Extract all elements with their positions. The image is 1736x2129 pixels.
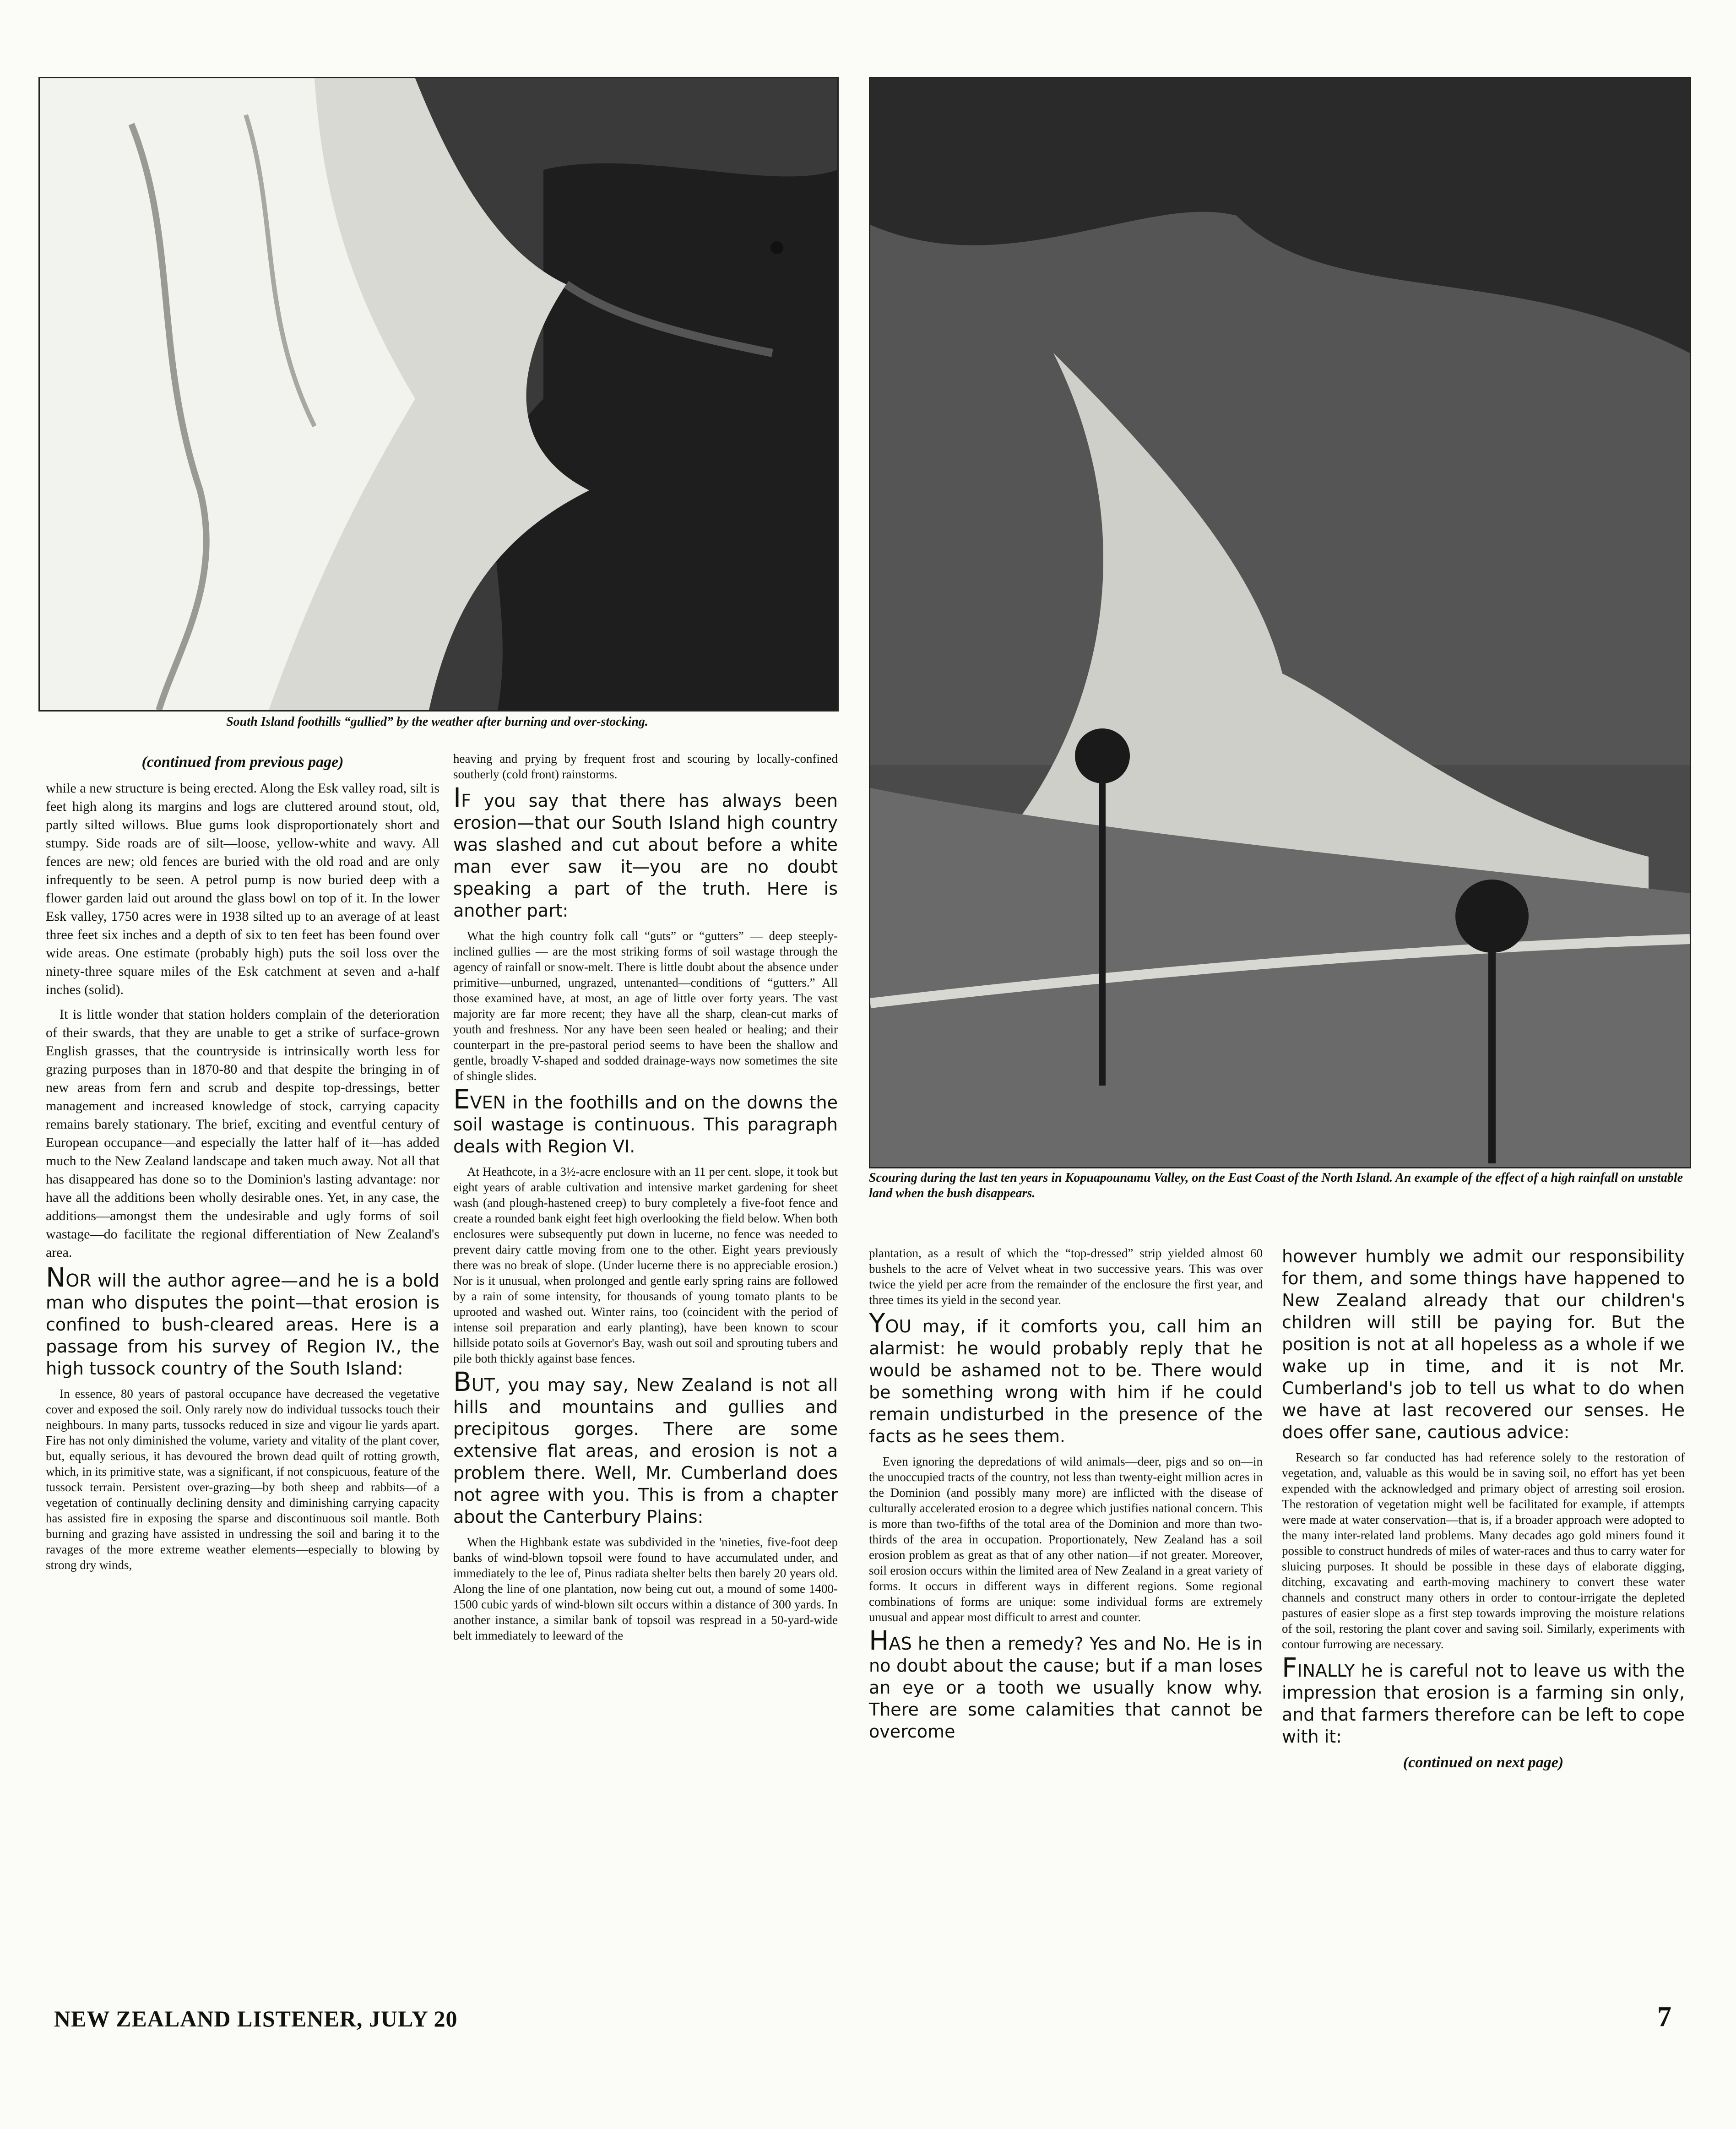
column-3-lead-1-text: OU may, if it comforts you, call him an alarmist: he would probably reply that he would be ashamed not to be. There would be something wrong with him if he could remain undisturbed in the presence of the facts as he sees them. (869, 1316, 1263, 1446)
column-3-quote-2: Even ignoring the depredations of wild animals—deer, pigs and so on—in the unoccupied tracts of the country, not less than twenty-eight million acres in the Dominion (and possibly many more) are inflicted with the disease of culturally accelerated erosion to a degree which justifies national concern. This is more than two-fifths of the total area of the Dominion and more than two-thirds of the area in occupation. Proportionately, New Zealand has a soil erosion problem as great as that of any other nation—if not greater. Moreover, soil erosion occurs within the limited area of New Zealand in a great variety of forms. It occurs in different ways in different regions. Some regional combinations of forms are unique: some individual forms are extremely unusual and appear most difficult to arrest and counter. (869, 1455, 1263, 1624)
column-4-quote-1: Research so far conducted has had reference solely to the restoration of vegetation, and, valuable as this would be in saving soil, no effort has yet been expended with the acknowledged and primary object of arresting soil erosion. The restoration of vegetation might well be facilitated for example, if attempts were made at water conservation—that is, if a broader approach were adopted to the many inter-related land problems. Many decades ago gold miners found it possible to construct hundreds of miles of water-races and thus to carry water for sluicing purposes. It should be possible in these days of elaborate digging, ditching, excavating and earth-moving machinery to convert these water channels and construct many others in order to contour-irrigate the depleted pastures of easier slope as a first step towards improving the moisture relations of the soil, restoring the plant cover and saving soil. Similarly, experiments with contour furrowing are necessary. (1282, 1450, 1685, 1651)
column-1-paragraph-1: while a new structure is being erected. Along the Esk valley road, silt is feet high along its margins and logs are cluttered around stout, old, partly silted willows. Blue gums look disproportionately short and stumpy. Side roads are of silt—loose, yellow-white and wavy. All fences are new; old fences are buried with the old road and are only infrequently to be seen. A petrol pump is now buried deep with a flower garden laid out around the glass bowl on top of it. In the lower Esk valley, 1750 acres were in 1938 silted up to an average of at least three feet six inches and a depth of six to ten feet has been found over wide areas. One estimate (probably high) puts the soil loss over the ninety-three square miles of the Esk catchment at seven and a-half inches (solid). (46, 781, 439, 997)
drop-cap: E (453, 1084, 470, 1115)
article-column-3 (869, 1245, 1263, 1749)
column-3-quote-continuation: plantation, as a result of which the “top-dressed” strip yielded almost 60 bushels to the acre of Velvet wheat in two successive years. This was over twice the yield per acre from the remainder of the enclosure the first year, and three times its yield in the second year. (869, 1246, 1263, 1307)
column-1-lead-text: OR will the author agree—and he is a bold man who disputes the point—that erosion is confined to bush-cleared areas. Here is a passage from his survey of Region IV., the high tussock country of the South Island: (46, 1271, 439, 1379)
column-2-quote-2: At Heathcote, in a 3½-acre enclosure with an 11 per cent. slope, it took but eight years of arable cultivation and intensive market gardening for sheet wash (and plough-hastened creep) to bury completely a five-foot fence and create a rounded bank eight feet high overlooking the field below. When both enclosures were subsequently put down in lucerne, no fence was needed to prevent dairy cattle moving from one to the other. Eight years previously there was no break of slope. (Under lucerne there is no appreciable erosion.) Nor is it unusual, when prolonged and gentle early spring rains are followed by a rain of some intensity, for thousands of young tomato plants to be uprooted and washed out. Winter rains, too (coincident with the period of intense soil preparation and early planting), have been known to scour hillside potato soils at Governor's Bay, wash out soil and sprouting tubers and pile both thickly against base fences. (453, 1165, 838, 1365)
article-column-1 (46, 751, 439, 1579)
column-2-lead-2-text: VEN in the foothills and on the downs the soil wastage is continuous. This paragraph deals with Region VI. (453, 1092, 838, 1157)
continued-from-label: (continued from previous page) (141, 754, 344, 771)
photo-kopuapounamu-valley (869, 77, 1691, 1168)
drop-cap: F (1282, 1652, 1297, 1683)
column-2-lead-2 (453, 1084, 838, 1157)
column-4-lead-2 (1282, 1652, 1685, 1748)
column-2-lead-1 (453, 782, 838, 922)
column-4-lead-1: however humbly we admit our responsibility for them, and some things have happened to New Zealand already that our children's children will still be paying for. But the position is not at all hopeless as a whole if we wake up in time, and it is not Mr. Cumberland's job to tell us what to do when we have at last recovered our senses. He does offer sane, cautious advice: (1282, 1246, 1685, 1442)
column-2-lead-3-text: UT, you may say, New Zealand is not all hills and mountains and gullies and precipitous gorges. There are some extensive flat areas, and erosion is not a problem there. Well, Mr. Cumberland does not agree with you. This is from a chapter about the Canterbury Plains: (453, 1375, 838, 1527)
column-4-lead-2-text: INALLY he is careful not to leave us with the impression that erosion is a farming sin only, and that farmers therefore can be left to cope with it: (1282, 1661, 1685, 1747)
masthead-footer: NEW ZEALAND LISTENER, JULY 20 (54, 2006, 458, 2031)
column-3-lead-1 (869, 1308, 1263, 1447)
kopuapounamu-valley-image (870, 78, 1690, 1167)
drop-cap: H (869, 1625, 889, 1656)
article-column-2 (453, 751, 838, 1650)
page-number: 7 (1657, 2001, 1671, 2032)
drop-cap: I (453, 782, 461, 813)
column-2-quote-3: When the Highbank estate was subdivided in the 'nineties, five-foot deep banks of wind-blown topsoil were found to have accumulated under, and immediately to the lee of, Pinus radiata shelter belts then barely 20 years old. Along the line of one plantation, now being cut out, a mound of some 1400-1500 cubic yards of wind-blown silt occurs within a distance of 300 yards. In another instance, a similar bank of topsoil was respread in a 50-yard-wide belt immediately to leeward of the (453, 1535, 838, 1642)
drop-cap: N (46, 1262, 66, 1293)
column-2-lead-1-text: F you say that there has always been erosion—that our South Island high country was slashed and cut about before a white man ever saw it—you are no doubt speaking a part of the truth. Here is another part: (453, 791, 838, 921)
photo-caption-left: South Island foothills “gullied” by the weather after burning and over-stocking. (226, 715, 648, 729)
photo-caption-right: Scouring during the last ten years in Kopuapounamu Valley, on the East Coast of the North Island. An example of the effect of a high rainfall on unstable land when the bush disappears. (869, 1171, 1683, 1200)
column-2-quote-continuation: heaving and prying by frequent frost and scouring by locally-confined southerly (cold front) rainstorms. (453, 752, 838, 781)
photo-gullied-foothills (38, 77, 839, 711)
continued-on-label: (continued on next page) (1403, 1754, 1564, 1771)
column-1-paragraph-2: It is little wonder that station holders complain of the deterioration of their swards, that they are unable to get a strike of surface-grown English grasses, that the countryside is intrinsically worth less for grazing purposes than in 1870-80 and that despite the bringing in of new areas from fern and scrub and despite top-dressings, better management and increased knowledge of stock, carrying capacity remains barely stationary. The brief, exciting and eventful century of European occupance—and especially the latter half of it—has added much to the New Zealand landscape and taken much away. Not all that has disappeared has done so to the Dominion's lasting advantage: nor have all the additions been wholly desirable ones. Yet, in any case, the additions—amongst them the undesirable and ugly forms of soil wastage—do facilitate the regional differentiation of New Zealand's area. (46, 1007, 439, 1260)
drop-cap: Y (869, 1308, 885, 1339)
drop-cap: B (453, 1366, 472, 1397)
column-2-lead-3 (453, 1366, 838, 1528)
article-column-4 (1282, 1245, 1685, 1780)
column-1-quote: In essence, 80 years of pastoral occupance have decreased the vegetative cover and exposed the soil. Only rarely now do individual tussocks touch their neighbours. In many parts, tussocks reduced in size and vigour lie yards apart. Fire has not only diminished the volume, variety and vitality of the plant cover, but, equally serious, it has devoured the brown dead quilt of rotting growth, which, in its primitive state, was a significant, if not conspicuous, feature of the tussock terrain. Persistent over-grazing—by both sheep and rabbits—of a vegetation of continually declining density and diminishing carrying capacity has assisted fire in exposing the sparse and discontinuous soil mantle. Both burning and grazing have assisted in undressing the soil and baring it to the ravages of the more extreme weather elements—especially to blowing by strong dry winds, (46, 1387, 439, 1572)
column-1-lead-paragraph (46, 1262, 439, 1380)
gullied-foothills-image (40, 78, 837, 710)
column-2-quote-1: What the high country folk call “guts” or “gutters” — deep steeply-inclined gullies — are the most striking forms of soil wastage through the agency of rainfall or snow-melt. There is little doubt about the absence under primitive—unburned, ungrazed, untenanted—conditions of “gutters.” All those examined have, at most, an age of little over forty years. The vast majority are far more recent; they have all the sharp, clean-cut marks of youth and freshness. Nor any have been seen healed or healing; and their counterpart in the pre-pastoral period seems to have been the shallow and gentle, broadly V-shaped and sodded drainage-ways now sometimes the site of shingle slides. (453, 929, 838, 1083)
column-3-lead-2 (869, 1625, 1263, 1743)
column-3-lead-2-text: AS he then a remedy? Yes and No. He is in no doubt about the cause; but if a man loses an eye or a tooth we usually know why. There are some calamities that cannot be overcome (869, 1634, 1263, 1742)
